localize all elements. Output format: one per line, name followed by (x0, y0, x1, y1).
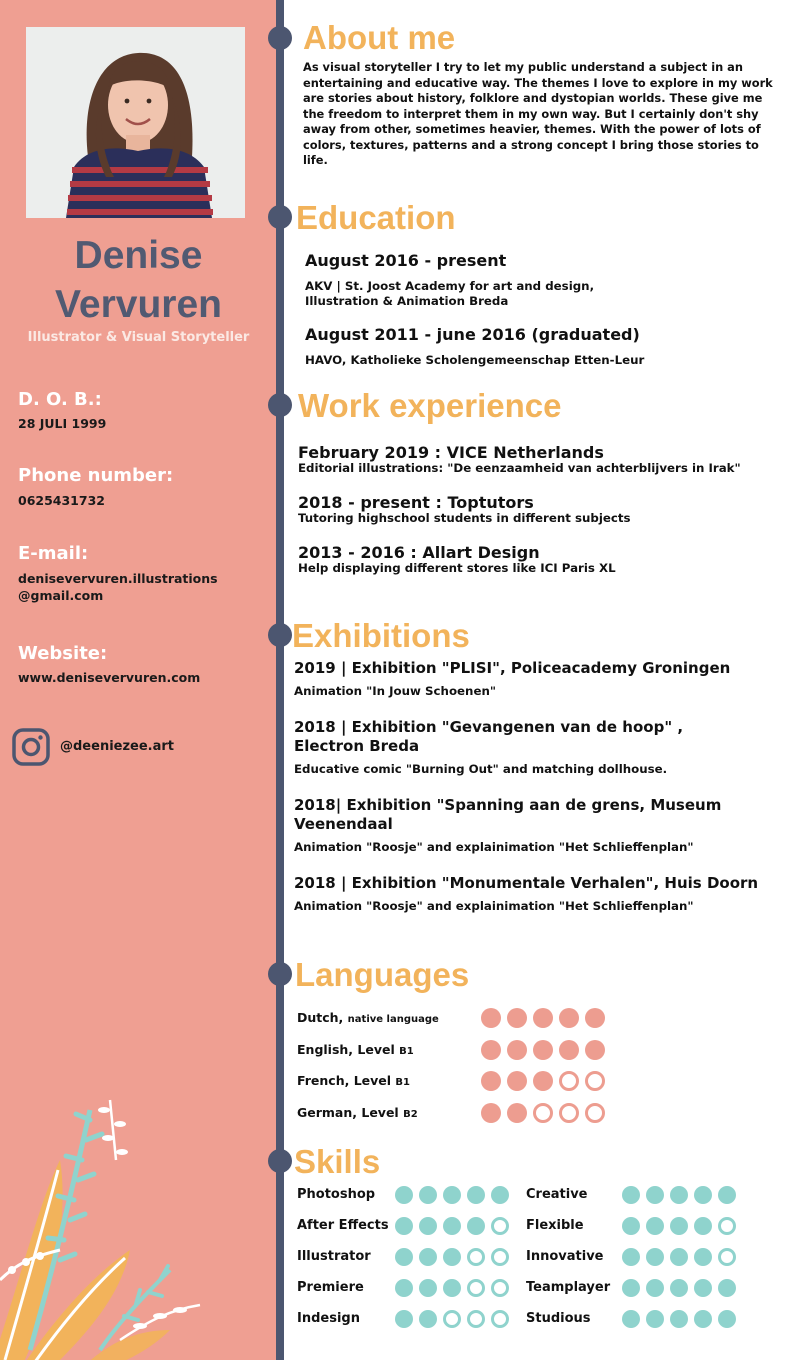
rating-dots (395, 1310, 509, 1328)
timeline-dot-languages (268, 962, 292, 986)
rating-dot-filled (491, 1186, 509, 1204)
work-item-title: 2013 - 2016 : Allart Design (298, 543, 540, 562)
language-row (297, 1040, 617, 1062)
rating-dot-empty (718, 1217, 736, 1235)
rating-dot-filled (481, 1008, 501, 1028)
rating-dots (622, 1279, 736, 1297)
language-level: B2 (403, 1109, 418, 1120)
exhibition-item-title: 2018 | Exhibition "Gevangenen van de hoop" , Electron Breda (294, 718, 684, 755)
rating-dot-filled (533, 1071, 553, 1091)
language-label (297, 1105, 418, 1120)
work-heading: Work experience (298, 387, 562, 424)
language-label (297, 1042, 414, 1057)
rating-dot-filled (694, 1310, 712, 1328)
rating-dot-filled (622, 1279, 640, 1297)
plant-illustration (0, 1080, 277, 1360)
rating-dot-filled (670, 1186, 688, 1204)
rating-dots (622, 1186, 736, 1204)
last-name: Vervuren (55, 283, 222, 326)
rating-dot-empty (718, 1248, 736, 1266)
rating-dots (395, 1279, 509, 1297)
rating-dots (481, 1103, 605, 1123)
language-level: native language (347, 1014, 439, 1025)
language-level: B1 (399, 1046, 414, 1057)
language-name: Dutch, (297, 1010, 348, 1025)
website-label: Website: (18, 643, 108, 664)
work-item-sub: Help displaying different stores like ICI Paris XL (298, 561, 616, 575)
rating-dot-filled (443, 1186, 461, 1204)
language-label (297, 1073, 410, 1088)
rating-dot-filled (443, 1217, 461, 1235)
rating-dot-filled (395, 1310, 413, 1328)
rating-dot-filled (646, 1279, 664, 1297)
exhibition-item-sub: Animation "Roosje" and explainimation "Het Schlieffenplan" (294, 899, 694, 913)
rating-dot-empty (467, 1248, 485, 1266)
rating-dots (395, 1186, 509, 1204)
tagline: Illustrator & Visual Storyteller (27, 330, 250, 345)
skill-label: Teamplayer (526, 1280, 611, 1295)
rating-dot-filled (646, 1310, 664, 1328)
rating-dot-filled (585, 1040, 605, 1060)
about-text: As visual storyteller I try to let my public understand a subject in an entertaining and educative way. The themes I love to explore in my work are stories about history, folklore and dystopian worlds. These give me the freedom to interpret them in my own way. But I certainly don't shy away from other, sometimes heavier, themes. With the power of lots of colors, textures, patterns and a strong concept I bring those stories to life. (303, 60, 773, 167)
rating-dot-filled (670, 1310, 688, 1328)
rating-dot-filled (622, 1217, 640, 1235)
email-label: E-mail: (18, 543, 89, 564)
rating-dot-filled (718, 1186, 736, 1204)
skill-label: Creative (526, 1187, 588, 1202)
rating-dot-empty (467, 1279, 485, 1297)
languages-heading: Languages (295, 956, 470, 993)
work-item-title: February 2019 : VICE Netherlands (298, 443, 604, 462)
language-level: B1 (395, 1077, 410, 1088)
rating-dot-filled (481, 1040, 501, 1060)
language-row (297, 1103, 617, 1125)
language-name: English, Level (297, 1042, 400, 1057)
rating-dot-filled (646, 1217, 664, 1235)
education-item-title: August 2016 - present (305, 251, 507, 270)
rating-dot-filled (718, 1279, 736, 1297)
exhibition-item-sub: Educative comic "Burning Out" and matching dollhouse. (294, 762, 668, 776)
language-row (297, 1071, 617, 1093)
rating-dot-filled (694, 1279, 712, 1297)
skill-label: After Effects (297, 1218, 389, 1233)
rating-dots (395, 1217, 509, 1235)
skill-label: Studious (526, 1311, 591, 1326)
rating-dot-filled (670, 1248, 688, 1266)
rating-dot-filled (533, 1040, 553, 1060)
rating-dot-filled (622, 1248, 640, 1266)
rating-dot-filled (419, 1279, 437, 1297)
phone-label: Phone number: (18, 465, 174, 486)
rating-dot-filled (718, 1310, 736, 1328)
rating-dot-empty (533, 1103, 553, 1123)
exhibition-item-sub: Animation "Roosje" and explainimation "Het Schlieffenplan" (294, 840, 694, 854)
about-heading: About me (303, 19, 456, 56)
rating-dot-empty (559, 1103, 579, 1123)
timeline-dot-about (268, 26, 292, 50)
rating-dot-empty (467, 1310, 485, 1328)
rating-dot-empty (585, 1103, 605, 1123)
rating-dot-filled (507, 1040, 527, 1060)
rating-dot-filled (559, 1008, 579, 1028)
language-label (297, 1010, 439, 1025)
education-heading: Education (296, 199, 456, 236)
dob-label: D. O. B.: (18, 389, 102, 410)
rating-dot-filled (507, 1103, 527, 1123)
rating-dots (481, 1040, 605, 1060)
sidebar (0, 0, 277, 1360)
rating-dot-filled (533, 1008, 553, 1028)
exhibition-item-title: 2018 | Exhibition "Monumentale Verhalen", Huis Doorn (294, 874, 759, 892)
education-item-sub: AKV | St. Joost Academy for art and design, Illustration & Animation Breda (305, 279, 595, 308)
skill-label: Indesign (297, 1311, 360, 1326)
rating-dot-filled (467, 1217, 485, 1235)
education-item-title: August 2011 - june 2016 (graduated) (305, 325, 640, 344)
rating-dot-filled (585, 1008, 605, 1028)
rating-dot-filled (507, 1008, 527, 1028)
rating-dots (622, 1248, 736, 1266)
profile-photo (26, 27, 245, 218)
rating-dot-filled (646, 1248, 664, 1266)
rating-dots (481, 1071, 605, 1091)
rating-dot-empty (491, 1279, 509, 1297)
rating-dots (622, 1217, 736, 1235)
skill-label: Premiere (297, 1280, 364, 1295)
timeline-dot-work (268, 393, 292, 417)
skill-label: Innovative (526, 1249, 604, 1264)
rating-dot-filled (670, 1279, 688, 1297)
exhibition-item-sub: Animation "In Jouw Schoenen" (294, 684, 496, 698)
rating-dots (481, 1008, 605, 1028)
skill-label: Illustrator (297, 1249, 371, 1264)
language-name: German, Level (297, 1105, 404, 1120)
rating-dots (622, 1310, 736, 1328)
phone-value: 0625431732 (18, 493, 105, 508)
email-value[interactable]: denisevervuren.illustrations @gmail.com (18, 571, 218, 603)
language-row (297, 1008, 617, 1030)
dob-value: 28 JULI 1999 (18, 416, 107, 431)
rating-dot-filled (646, 1186, 664, 1204)
rating-dot-filled (694, 1186, 712, 1204)
rating-dot-empty (559, 1071, 579, 1091)
education-item-sub: HAVO, Katholieke Scholengemeenschap Etten-Leur (305, 353, 645, 367)
instagram-handle[interactable]: @deeniezee.art (60, 739, 175, 754)
work-item-title: 2018 - present : Toptutors (298, 493, 534, 512)
rating-dot-empty (491, 1217, 509, 1235)
rating-dot-filled (507, 1071, 527, 1091)
rating-dot-filled (419, 1217, 437, 1235)
exhibition-item-title: 2019 | Exhibition "PLISI", Policeacademy Groningen (294, 659, 731, 677)
rating-dot-filled (419, 1248, 437, 1266)
rating-dots (395, 1248, 509, 1266)
website-value[interactable]: www.denisevervuren.com (18, 670, 201, 685)
exhibition-item-title: 2018| Exhibition "Spanning aan de grens, Museum Veenendaal (294, 796, 722, 833)
rating-dot-filled (622, 1186, 640, 1204)
rating-dot-filled (670, 1217, 688, 1235)
work-item-sub: Tutoring highschool students in different subjects (298, 511, 631, 525)
timeline-dot-exhibitions (268, 623, 292, 647)
rating-dot-filled (419, 1186, 437, 1204)
timeline-dot-education (268, 205, 292, 229)
rating-dot-filled (395, 1186, 413, 1204)
rating-dot-empty (585, 1071, 605, 1091)
rating-dot-filled (694, 1217, 712, 1235)
rating-dot-filled (443, 1279, 461, 1297)
rating-dot-filled (559, 1040, 579, 1060)
rating-dot-empty (491, 1248, 509, 1266)
skill-label: Flexible (526, 1218, 584, 1233)
skill-label: Photoshop (297, 1187, 376, 1202)
timeline-dot-skills (268, 1149, 292, 1173)
rating-dot-filled (419, 1310, 437, 1328)
rating-dot-empty (443, 1310, 461, 1328)
rating-dot-filled (443, 1248, 461, 1266)
rating-dot-filled (694, 1248, 712, 1266)
rating-dot-filled (395, 1248, 413, 1266)
rating-dot-filled (622, 1310, 640, 1328)
rating-dot-filled (481, 1071, 501, 1091)
exhibitions-heading: Exhibitions (292, 617, 470, 654)
rating-dot-filled (395, 1217, 413, 1235)
language-name: French, Level (297, 1073, 396, 1088)
work-item-sub: Editorial illustrations: "De eenzaamheid van achterblijvers in Irak" (298, 461, 741, 475)
rating-dot-empty (491, 1310, 509, 1328)
rating-dot-filled (467, 1186, 485, 1204)
first-name: Denise (74, 234, 203, 277)
rating-dot-filled (395, 1279, 413, 1297)
rating-dot-filled (481, 1103, 501, 1123)
instagram-icon[interactable] (12, 728, 50, 766)
skills-heading: Skills (294, 1143, 381, 1180)
